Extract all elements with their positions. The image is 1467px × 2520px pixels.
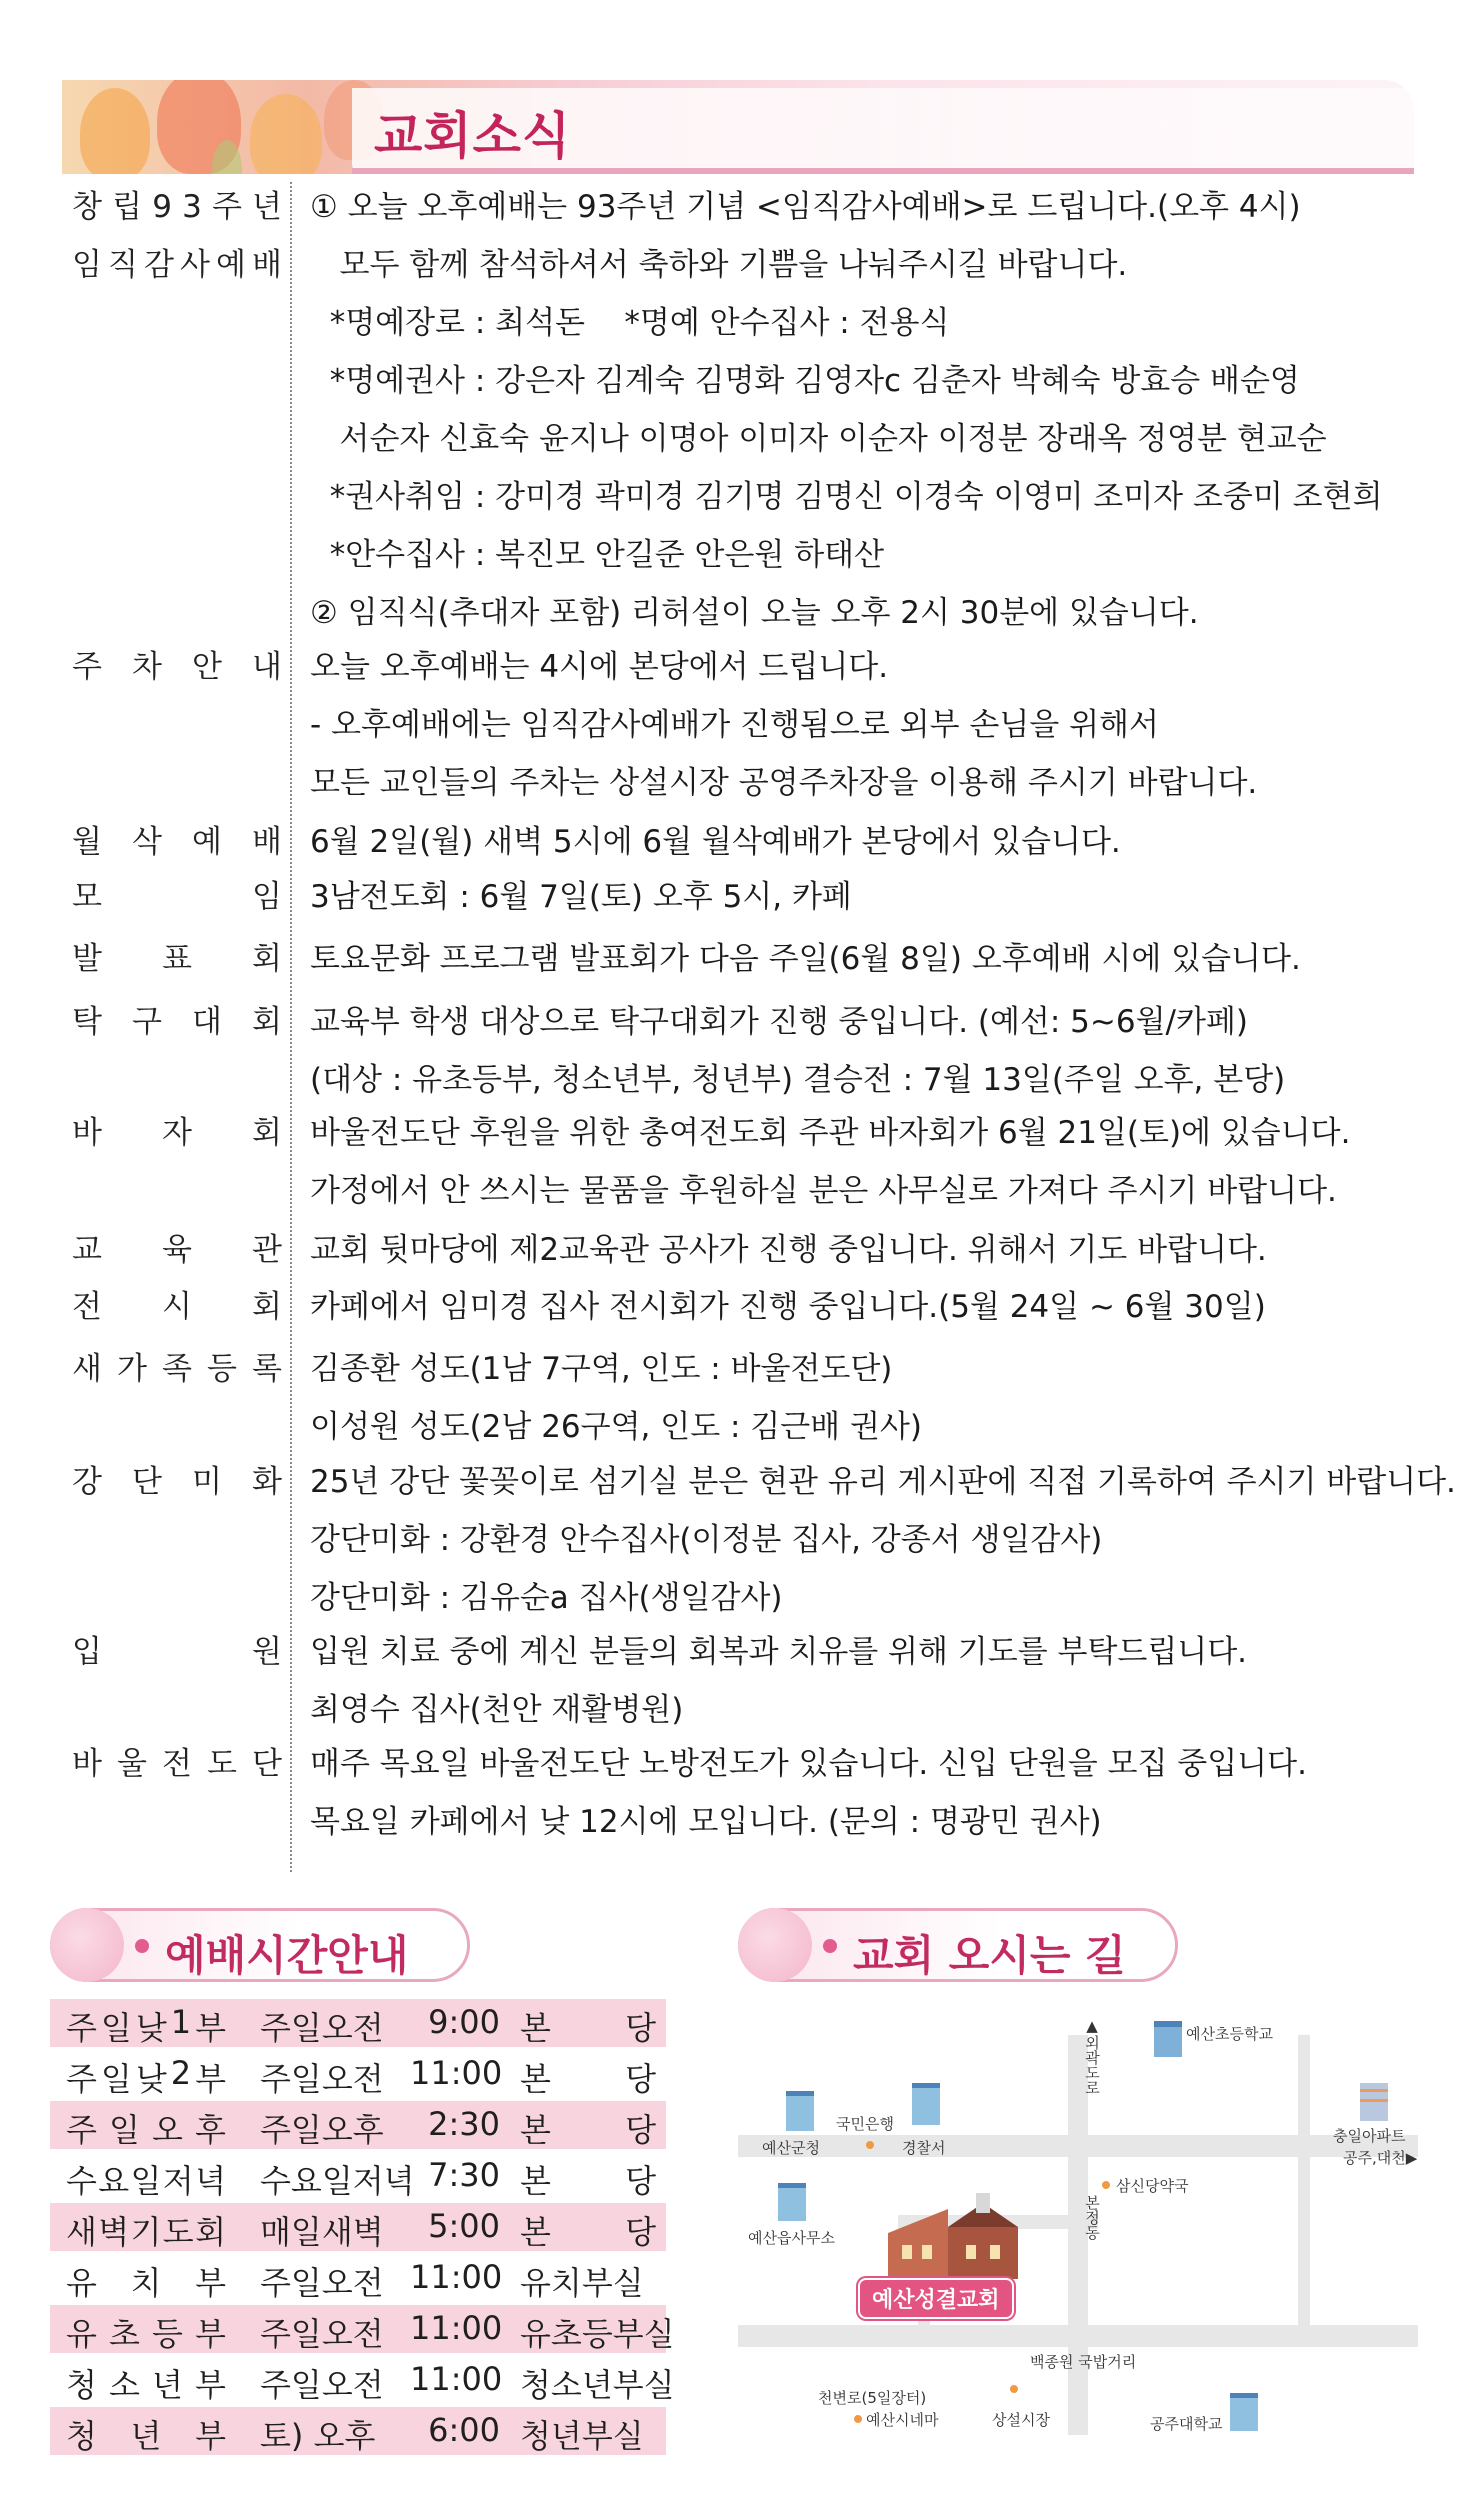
map-label-church: 예산성결교회 bbox=[858, 2278, 1014, 2319]
news-item-body bbox=[310, 1623, 1420, 1739]
tulip-decoration bbox=[80, 88, 150, 174]
service-name-char: 기 bbox=[130, 2213, 162, 2251]
service-name-char: 년 bbox=[130, 2417, 162, 2455]
map-poi-marker bbox=[1102, 2181, 1110, 2189]
service-time: 6:00 bbox=[428, 2411, 500, 2449]
service-name-char: 부 bbox=[195, 2264, 226, 2302]
service-name bbox=[66, 2258, 226, 2304]
label-char: 울 bbox=[117, 1746, 147, 1782]
map-label-outer-road: ▲외곽도로 bbox=[1083, 2017, 1101, 2095]
service-name-char: 후 bbox=[195, 2111, 226, 2149]
news-item-label bbox=[72, 1340, 282, 1398]
directions-heading bbox=[738, 1908, 1178, 1982]
news-line: 모든 교인들의 주차는 상설시장 공영주차장을 이용해 주시기 바랍니다. bbox=[310, 765, 1258, 801]
service-place-part: 본 bbox=[520, 2060, 551, 2098]
news-item-body bbox=[310, 1340, 1420, 1456]
service-place bbox=[520, 2054, 656, 2100]
schedule-row bbox=[50, 2254, 666, 2302]
label-char: 바 bbox=[72, 1115, 102, 1151]
service-time: 9:00 bbox=[428, 2003, 500, 2041]
label-char: 주 bbox=[211, 189, 242, 225]
label-char: 록 bbox=[252, 1351, 282, 1387]
church-location-map bbox=[738, 1995, 1418, 2455]
news-line: *안수집사 : 복진모 안길준 안은원 하태산 bbox=[310, 537, 885, 573]
news-line: 목요일 카페에서 낮 12시에 모입니다. (문의 : 명광민 권사) bbox=[310, 1804, 1102, 1840]
label-char: 표 bbox=[162, 941, 192, 977]
school-building-icon bbox=[1150, 2015, 1186, 2059]
label-char: 족 bbox=[162, 1351, 192, 1387]
news-line: 서순자 신효숙 윤지나 이명아 이미자 이순자 이정분 장래옥 정영분 현교순 bbox=[310, 421, 1327, 457]
service-name-char: 새 bbox=[66, 2213, 97, 2251]
map-road bbox=[1298, 2035, 1310, 2335]
label-char: 회 bbox=[252, 1289, 282, 1325]
map-label-police: 경찰서 bbox=[902, 2139, 946, 2157]
service-place bbox=[520, 2105, 656, 2151]
service-name bbox=[66, 2105, 226, 2151]
service-name bbox=[66, 2156, 226, 2202]
label-char: 바 bbox=[72, 1746, 102, 1782]
label-char: 회 bbox=[252, 1004, 282, 1040]
label-char: 임 bbox=[72, 247, 102, 283]
news-line: 입원 치료 중에 계신 분들의 회복과 치유를 위해 기도를 부탁드립니다. bbox=[310, 1634, 1248, 1670]
label-char: 내 bbox=[252, 649, 282, 685]
schedule-row bbox=[50, 2152, 666, 2200]
service-name-char: 소 bbox=[109, 2366, 140, 2404]
schedule-row bbox=[50, 2407, 666, 2455]
service-name-char: 회 bbox=[195, 2213, 226, 2251]
label-char: 가 bbox=[117, 1351, 147, 1387]
label-char: 단 bbox=[252, 1746, 282, 1782]
service-name-char: 치 bbox=[130, 2264, 162, 2302]
service-place-part: 본 bbox=[520, 2111, 551, 2149]
news-line: 3남전도회 : 6월 7일(토) 오후 5시, 카페 bbox=[310, 879, 852, 915]
map-label-bonjeong: 본정동 bbox=[1083, 2195, 1101, 2240]
service-name-char: 오 bbox=[152, 2111, 183, 2149]
heading-circle-decoration bbox=[738, 1908, 812, 1982]
map-label-town-office: 예산읍사무소 bbox=[748, 2229, 835, 2247]
label-char: 차 bbox=[132, 649, 162, 685]
news-line: 이성원 성도(2남 26구역, 인도 : 김근배 권사) bbox=[310, 1409, 922, 1445]
service-day: 토) 오후 bbox=[260, 2417, 376, 2455]
service-name bbox=[66, 2003, 226, 2049]
service-name-char: 낮 bbox=[135, 2060, 167, 2098]
news-line: 바울전도단 후원을 위한 총여전도회 주관 바자회가 6월 21일(토)에 있습니다. bbox=[310, 1115, 1351, 1151]
news-item-label bbox=[72, 1623, 282, 1681]
service-place bbox=[520, 2411, 656, 2457]
label-char: 감 bbox=[144, 247, 174, 283]
map-label-to-gongju: 공주,대천▶ bbox=[1343, 2149, 1418, 2167]
service-day: 주일오전 bbox=[260, 2060, 384, 2098]
label-char: 월 bbox=[72, 824, 102, 860]
service-day: 주일오전 bbox=[260, 2315, 384, 2353]
news-item-label bbox=[72, 1735, 282, 1793]
label-char: 회 bbox=[252, 1115, 282, 1151]
news-item-body bbox=[310, 1735, 1420, 1851]
news-item-label bbox=[72, 813, 282, 871]
service-name-char: 유 bbox=[66, 2315, 97, 2353]
label-char: 전 bbox=[162, 1746, 192, 1782]
service-name-char: 일 bbox=[109, 2111, 140, 2149]
service-place-part: 본 bbox=[520, 2009, 551, 2047]
label-char: 대 bbox=[192, 1004, 222, 1040]
news-line: (대상 : 유초등부, 청소년부, 청년부) 결승전 : 7월 13일(주일 오후, 본당) bbox=[310, 1062, 1286, 1098]
news-item-body bbox=[310, 178, 1420, 642]
map-poi-marker bbox=[866, 2141, 874, 2149]
news-item-label bbox=[72, 638, 282, 696]
news-item-body bbox=[310, 930, 1420, 988]
service-name bbox=[66, 2054, 226, 2100]
service-name bbox=[66, 2360, 226, 2406]
news-item-body bbox=[310, 1104, 1420, 1220]
label-char: 배 bbox=[252, 824, 282, 860]
label-char: 주 bbox=[72, 649, 102, 685]
map-label-cinema: 예산시네마 bbox=[866, 2411, 939, 2429]
service-time: 5:00 bbox=[428, 2207, 500, 2245]
service-time: 11:00 bbox=[410, 2054, 503, 2092]
news-item-label bbox=[72, 1278, 282, 1336]
news-line: 오늘 오후예배는 4시에 본당에서 드립니다. bbox=[310, 649, 889, 685]
service-name-char: 청 bbox=[66, 2417, 97, 2455]
map-label-cheonbyeon: 천변로(5일장터) bbox=[818, 2389, 927, 2407]
service-name-char: 등 bbox=[152, 2315, 183, 2353]
label-char: 안 bbox=[192, 649, 222, 685]
service-place-part: 당 bbox=[625, 2009, 656, 2047]
label-char: 년 bbox=[252, 189, 282, 225]
service-name-char: 저 bbox=[162, 2162, 194, 2200]
news-line: ① 오늘 오후예배는 93주년 기념 <임직감사예배>로 드립니다.(오후 4시) bbox=[310, 189, 1301, 225]
label-char: 모 bbox=[72, 879, 102, 915]
news-item-label bbox=[72, 993, 282, 1051]
news-line: *명예권사 : 강은자 김계숙 김명화 김영자c 김춘자 박혜숙 방효승 배순영 bbox=[310, 363, 1300, 399]
news-item-label bbox=[72, 1453, 282, 1511]
label-char: 사 bbox=[180, 247, 210, 283]
news-line: 모두 함께 참석하셔서 축하와 기쁨을 나눠주시길 바랍니다. bbox=[310, 247, 1128, 283]
news-item-label bbox=[72, 178, 282, 294]
service-name-char: 도 bbox=[162, 2213, 194, 2251]
news-item-label bbox=[72, 930, 282, 988]
service-time: 11:00 bbox=[410, 2360, 503, 2398]
label-char: 회 bbox=[252, 941, 282, 977]
service-name-char: 년 bbox=[152, 2366, 183, 2404]
service-time: 11:00 bbox=[410, 2309, 503, 2347]
title-underline bbox=[352, 168, 1414, 174]
news-line: 6월 2일(월) 새벽 5시에 6월 월삭예배가 본당에서 있습니다. bbox=[310, 824, 1121, 860]
service-name-char: 녁 bbox=[195, 2162, 226, 2200]
apartment-building-icon bbox=[1356, 2079, 1392, 2123]
news-line: 매주 목요일 바울전도단 노방전도가 있습니다. 신입 단원을 모집 중입니다. bbox=[310, 1746, 1307, 1782]
service-place-part: 본 bbox=[520, 2162, 551, 2200]
map-label-apartment: 충일아파트 bbox=[1333, 2127, 1406, 2145]
map-poi-marker bbox=[1010, 2385, 1018, 2393]
news-line: 김종환 성도(1남 7구역, 인도 : 바울전도단) bbox=[310, 1351, 893, 1387]
service-day: 주일오전 bbox=[260, 2366, 384, 2404]
news-item-body bbox=[310, 1453, 1456, 1627]
label-char: 배 bbox=[252, 247, 282, 283]
label-char: 창 bbox=[72, 189, 102, 225]
news-item-body bbox=[310, 1278, 1420, 1336]
service-name bbox=[66, 2411, 226, 2457]
label-char: 육 bbox=[162, 1232, 192, 1268]
heading-circle-decoration bbox=[50, 1908, 124, 1982]
news-line: 카페에서 임미경 집사 전시회가 진행 중입니다.(5월 24일 ~ 6월 30일) bbox=[310, 1289, 1266, 1325]
label-char: 예 bbox=[192, 824, 222, 860]
news-line: *권사취임 : 강미경 곽미경 김기명 김명신 이경숙 이영미 조미자 조중미 조현희 bbox=[310, 479, 1383, 515]
service-name bbox=[66, 2207, 226, 2253]
service-place bbox=[520, 2258, 656, 2304]
news-item-body bbox=[310, 1221, 1420, 1279]
police-building-icon bbox=[906, 2077, 946, 2129]
service-name-char: 청 bbox=[66, 2366, 97, 2404]
service-name-char: 부 bbox=[195, 2009, 226, 2047]
news-line: ② 임직식(추대자 포함) 리허설이 오늘 오후 2시 30분에 있습니다. bbox=[310, 595, 1199, 631]
church-building-icon bbox=[878, 2193, 1028, 2283]
service-place-part: 유초등부실 bbox=[520, 2315, 675, 2353]
news-item-label bbox=[72, 1221, 282, 1279]
service-place bbox=[520, 2003, 656, 2049]
label-char: 새 bbox=[72, 1351, 102, 1387]
label-char: 자 bbox=[162, 1115, 192, 1151]
service-place-part: 당 bbox=[625, 2060, 656, 2098]
service-place bbox=[520, 2207, 656, 2253]
label-char: 시 bbox=[162, 1289, 192, 1325]
label-char: 예 bbox=[216, 247, 246, 283]
news-line: - 오후예배에는 임직감사예배가 진행됨으로 외부 손님을 위해서 bbox=[310, 707, 1159, 743]
service-place bbox=[520, 2156, 656, 2202]
service-place-part: 당 bbox=[625, 2111, 656, 2149]
news-item-label bbox=[72, 868, 282, 926]
university-building-icon bbox=[1226, 2389, 1262, 2433]
news-line: 25년 강단 꽃꽂이로 섬기실 분은 현관 유리 게시판에 직접 기록하여 주시기 바랍니다. bbox=[310, 1464, 1456, 1500]
service-name-char: 낮 bbox=[135, 2009, 167, 2047]
news-line: 교육부 학생 대상으로 탁구대회가 진행 중입니다. (예선: 5~6월/카페) bbox=[310, 1004, 1248, 1040]
news-line: 최영수 집사(천안 재활병원) bbox=[310, 1692, 684, 1728]
service-name-char: 일 bbox=[100, 2060, 132, 2098]
map-poi-marker bbox=[854, 2415, 862, 2423]
page-title: 교회소식 bbox=[374, 107, 572, 165]
service-name-char: 일 bbox=[100, 2009, 132, 2047]
service-place-part: 당 bbox=[625, 2213, 656, 2251]
service-place-part: 본 bbox=[520, 2213, 551, 2251]
service-place-part: 유치부실 bbox=[520, 2264, 644, 2302]
news-item-label bbox=[72, 1104, 282, 1162]
county-office-building-icon bbox=[780, 2085, 820, 2135]
label-char: 9 bbox=[152, 189, 172, 225]
directions-title: 교회 오시는 길 bbox=[853, 1931, 1126, 1980]
label-char: 임 bbox=[252, 879, 282, 915]
schedule-row bbox=[50, 2356, 675, 2404]
label-char: 3 bbox=[182, 189, 202, 225]
label-char: 도 bbox=[207, 1746, 237, 1782]
worship-title: 예배시간안내 bbox=[165, 1931, 409, 1980]
label-char: 원 bbox=[252, 1634, 282, 1670]
map-label-bank: 국민은행 bbox=[836, 2115, 894, 2133]
service-day: 매일새벽 bbox=[260, 2213, 384, 2251]
label-char: 탁 bbox=[72, 1004, 102, 1040]
service-name-char: 부 bbox=[195, 2366, 226, 2404]
heading-bullet bbox=[823, 1939, 837, 1953]
service-time: 11:00 bbox=[410, 2258, 503, 2296]
service-name-char: 주 bbox=[66, 2111, 97, 2149]
map-label-county-office: 예산군청 bbox=[762, 2139, 820, 2157]
service-name-char: 부 bbox=[195, 2417, 226, 2455]
label-char: 삭 bbox=[132, 824, 162, 860]
news-item-body bbox=[310, 993, 1420, 1109]
worship-heading bbox=[50, 1908, 470, 1982]
news-item-body bbox=[310, 813, 1420, 871]
map-label-gukbap-street: 백종원 국밥거리 bbox=[1030, 2353, 1137, 2371]
map-label-pharmacy: 삼신당약국 bbox=[1116, 2177, 1189, 2195]
news-line: *명예장로 : 최석돈 *명예 안수집사 : 전용식 bbox=[310, 305, 950, 341]
service-name-char: 2 bbox=[170, 2054, 192, 2092]
label-char: 전 bbox=[72, 1289, 102, 1325]
news-line: 강단미화 : 김유순a 집사(생일감사) bbox=[310, 1580, 783, 1616]
service-place-part: 청소년부실 bbox=[520, 2366, 675, 2404]
service-name-char: 요 bbox=[98, 2162, 130, 2200]
news-line: 토요문화 프로그램 발표회가 다음 주일(6월 8일) 오후예배 시에 있습니다. bbox=[310, 941, 1301, 977]
news-item-body bbox=[310, 868, 1420, 926]
label-char: 발 bbox=[72, 941, 102, 977]
service-name-char: 벽 bbox=[98, 2213, 130, 2251]
label-divider bbox=[290, 182, 292, 1872]
news-line: 가정에서 안 쓰시는 물품을 후원하실 분은 사무실로 가져다 주시기 바랍니다. bbox=[310, 1173, 1337, 1209]
service-name bbox=[66, 2309, 226, 2355]
service-name-char: 주 bbox=[66, 2009, 97, 2047]
news-line: 강단미화 : 강환경 안수집사(이정분 집사, 강종서 생일감사) bbox=[310, 1522, 1103, 1558]
service-day: 주일오전 bbox=[260, 2264, 384, 2302]
label-char: 교 bbox=[72, 1232, 102, 1268]
service-day: 수요일저녁 bbox=[260, 2162, 415, 2200]
service-time: 7:30 bbox=[428, 2156, 500, 2194]
service-place bbox=[520, 2360, 675, 2406]
service-name-char: 유 bbox=[66, 2264, 97, 2302]
map-label-school: 예산초등학교 bbox=[1186, 2025, 1273, 2043]
service-place bbox=[520, 2309, 675, 2355]
label-char: 직 bbox=[108, 247, 138, 283]
service-place-part: 청년부실 bbox=[520, 2417, 644, 2455]
news-line: 교회 뒷마당에 제2교육관 공사가 진행 중입니다. 위해서 기도 바랍니다. bbox=[310, 1232, 1267, 1268]
label-char: 관 bbox=[252, 1232, 282, 1268]
label-char: 등 bbox=[207, 1351, 237, 1387]
service-day: 주일오전 bbox=[260, 2009, 384, 2047]
schedule-row bbox=[50, 1999, 666, 2047]
service-name-char: 수 bbox=[66, 2162, 97, 2200]
town-office-building-icon bbox=[772, 2177, 812, 2225]
service-day: 주일오후 bbox=[260, 2111, 384, 2149]
label-char: 입 bbox=[72, 1634, 102, 1670]
service-place-part: 당 bbox=[625, 2162, 656, 2200]
news-header-banner bbox=[62, 80, 1414, 174]
label-char: 화 bbox=[252, 1464, 282, 1500]
label-char: 립 bbox=[112, 189, 143, 225]
service-name-char: 1 bbox=[170, 2003, 192, 2041]
service-time: 2:30 bbox=[428, 2105, 500, 2143]
service-name-char: 주 bbox=[66, 2060, 97, 2098]
label-char: 미 bbox=[192, 1464, 222, 1500]
service-name-char: 부 bbox=[195, 2060, 226, 2098]
label-char: 구 bbox=[132, 1004, 162, 1040]
service-name-char: 초 bbox=[109, 2315, 140, 2353]
schedule-row bbox=[50, 2101, 666, 2149]
heading-bullet bbox=[135, 1939, 149, 1953]
schedule-row bbox=[50, 2305, 675, 2353]
label-char: 강 bbox=[72, 1464, 102, 1500]
map-label-university: 공주대학교 bbox=[1150, 2415, 1223, 2433]
schedule-row bbox=[50, 2203, 666, 2251]
news-item-body bbox=[310, 638, 1420, 812]
map-label-market: 상설시장 bbox=[992, 2411, 1050, 2429]
tulip-decoration bbox=[250, 94, 322, 174]
label-char: 단 bbox=[132, 1464, 162, 1500]
schedule-row bbox=[50, 2050, 666, 2098]
service-name-char: 일 bbox=[130, 2162, 162, 2200]
service-name-char: 부 bbox=[195, 2315, 226, 2353]
